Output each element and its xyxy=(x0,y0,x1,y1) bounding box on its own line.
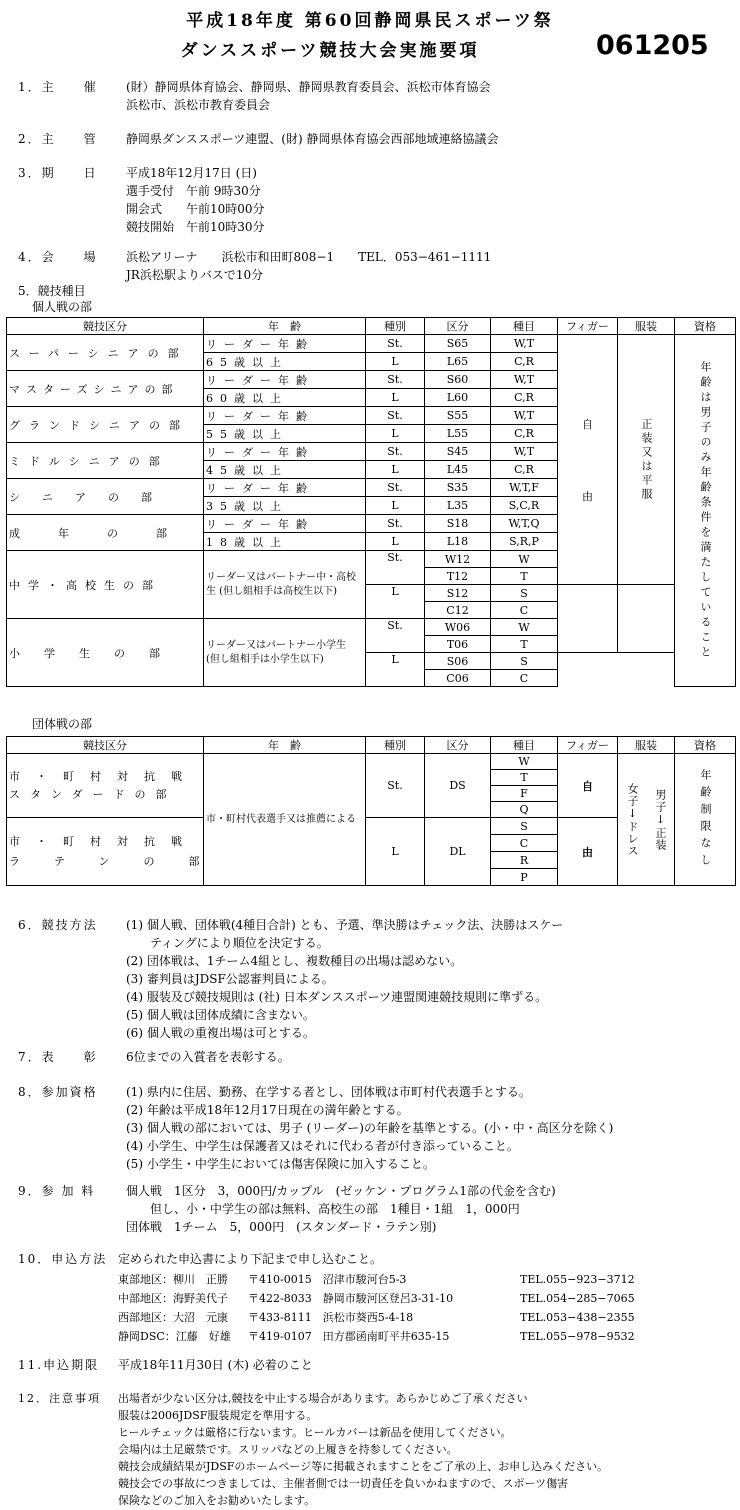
event-cell: C xyxy=(491,602,558,619)
document-number: 061205 xyxy=(596,30,709,61)
division-cell: T12 xyxy=(425,568,491,585)
section-line: (4) 服装及び競技規則は (社) 日本ダンススポーツ連盟関連競技規則に準ずる。 xyxy=(126,990,548,1004)
type-cell: St. xyxy=(366,619,425,653)
event-cell: S,R,P xyxy=(491,533,558,551)
event-cell: F xyxy=(491,786,558,802)
contact-address: 〒433-8111 浜松市葵西5-4-18 xyxy=(248,1311,414,1324)
event-cell: C,R xyxy=(491,461,558,479)
document-title: 平成18年度 第60回静岡県民スポーツ祭 xyxy=(186,11,554,31)
section-label: 9．参 加 料 xyxy=(18,1184,96,1198)
age-cell: 35歳以上 xyxy=(204,497,366,515)
category-cell xyxy=(7,754,204,818)
type-cell: L xyxy=(366,585,425,619)
table-header: 種別 xyxy=(366,737,425,754)
division-cell: S65 xyxy=(425,335,491,353)
table-header: 区分 xyxy=(425,737,491,754)
section-line: (6) 個人戦の重複出場は可とする。 xyxy=(126,1026,315,1040)
section-line: (4) 小学生、中学生は保護者又はそれに代わる者が付き添っていること。 xyxy=(126,1139,519,1153)
dress-female-text: 女子↓ドレス xyxy=(626,782,639,857)
section-label: 2．主 管 xyxy=(18,132,98,146)
section-line: 浜松市、浜松市教育委員会 xyxy=(126,98,271,112)
division-cell: DS xyxy=(425,754,491,818)
division-cell: C06 xyxy=(425,670,491,687)
type-cell: St. xyxy=(366,551,425,585)
section-line: 但し、小・中学生の部は無料、高校生の部 1種目・1組 1，000円 xyxy=(126,1202,520,1216)
section-label: 3．期 日 xyxy=(18,166,98,180)
age-cell: リーダー年齢 xyxy=(204,335,366,353)
figure-cell: 自 xyxy=(558,754,618,818)
contact-name: 静岡DSC：江藤 好雄 xyxy=(118,1330,231,1343)
dress-cell xyxy=(618,754,675,886)
age-cell: 65歳以上 xyxy=(204,353,366,371)
section-application xyxy=(18,1250,382,1268)
team-label: 団体戦の部 xyxy=(32,717,93,731)
section-label: 1．主 催 xyxy=(18,80,98,94)
section-line: 団体戦 1チーム 5，000円 (スタンダード・ラテン別) xyxy=(126,1220,437,1234)
section-line: 定められた申込書により下記まで申し込むこと。 xyxy=(118,1252,383,1266)
contact-list xyxy=(118,1270,635,1346)
section-line: 出場者が少ない区分は,競技を中止する場合があります。あらかじめご了承ください xyxy=(118,1392,528,1405)
event-cell: W,T,F xyxy=(491,479,558,497)
section-line: 平成18年12月17日 (日) xyxy=(126,166,257,180)
category-cell: マスターズシニアの部 xyxy=(7,371,204,407)
qualification-text: 年齢は男子のみ年齢条件を満たしていること xyxy=(699,360,712,661)
division-cell: W12 xyxy=(425,551,491,568)
section-line: ヒールチェックは厳格に行ないます。ヒールカバーは新品を使用してください。 xyxy=(118,1426,512,1439)
age-cell: 60歳以上 xyxy=(204,389,366,407)
section-line: 競技会での事故につきましては、主催者側では一切責任を負いかねますので、スポーツ傷害 xyxy=(118,1477,569,1490)
team-events-table xyxy=(6,736,736,886)
event-cell: W xyxy=(491,551,558,568)
contact-name: 西部地区：大沼 元康 xyxy=(118,1311,228,1324)
category-cell: シニアの部 xyxy=(7,479,204,515)
category-line: 市・町村対抗戦 xyxy=(9,834,198,848)
event-cell: P xyxy=(491,869,558,886)
section-label: 8．参加資格 xyxy=(18,1085,98,1099)
individual-events-table xyxy=(6,317,736,687)
section-eligibility xyxy=(18,1083,613,1173)
section-line: ティングにより順位を決定する。 xyxy=(126,936,329,950)
section-line: 6位までの入賞者を表彰する。 xyxy=(126,1050,290,1064)
type-cell: St. xyxy=(366,335,425,353)
figure-cell: 由 xyxy=(558,818,618,886)
section-line: (2) 年齢は平成18年12月17日現在の満年齢とする。 xyxy=(126,1103,409,1117)
table-header-row xyxy=(7,318,736,335)
section-line: 静岡県ダンススポーツ連盟、(財) 静岡県体育協会西部地域連絡協議会 xyxy=(126,132,499,146)
age-cell: 市・町村代表選手又は推薦による xyxy=(204,754,366,886)
section-awards xyxy=(18,1048,290,1066)
table-header: 資格 xyxy=(675,318,736,335)
contact-row xyxy=(118,1327,635,1346)
event-cell: W,T,Q xyxy=(491,515,558,533)
figure-cell xyxy=(558,335,618,585)
section-line: 保険などのご加入をお勧めいたします。 xyxy=(118,1494,316,1507)
division-cell: L35 xyxy=(425,497,491,515)
contact-address: 〒422-8033 静岡市駿河区登呂3-31-10 xyxy=(248,1292,454,1305)
division-cell: L65 xyxy=(425,353,491,371)
age-cell: 45歳以上 xyxy=(204,461,366,479)
type-cell: St. xyxy=(366,479,425,497)
figure-text-2: 由 xyxy=(582,489,593,503)
type-cell: L xyxy=(366,353,425,371)
category-line: 市・町村対抗戦 xyxy=(9,769,198,783)
division-cell: L18 xyxy=(425,533,491,551)
age-cell: リーダー年齢 xyxy=(204,371,366,389)
section-fee xyxy=(18,1182,556,1236)
type-cell: St. xyxy=(366,515,425,533)
table-header: 種目 xyxy=(491,737,558,754)
contact-row xyxy=(118,1289,635,1308)
section-line: (1) 個人戦、団体戦(4種目合計) とも、予選、準決勝はチェック法、決勝はスケー xyxy=(126,918,564,932)
section-line: (2) 団体戦は、1チーム4組とし、複数種目の出場は認めない。 xyxy=(126,954,463,968)
type-cell: St. xyxy=(366,407,425,425)
event-cell: S,C,R xyxy=(491,497,558,515)
age-cell: リーダー年齢 xyxy=(204,479,366,497)
section-label: 12．注意事項 xyxy=(18,1392,101,1405)
section-line: 服装は2006JDSF服装規定を準用する。 xyxy=(118,1409,318,1422)
table-header: 競技区分 xyxy=(7,737,204,754)
age-cell: リーダー年齢 xyxy=(204,407,366,425)
section-method xyxy=(18,916,563,1042)
table-header: 資格 xyxy=(675,737,736,754)
dress-male-text: 男子↓正装 xyxy=(654,788,667,851)
category-cell: 小学生の部 xyxy=(7,619,204,687)
type-cell: St. xyxy=(366,371,425,389)
event-cell: W,T xyxy=(491,371,558,389)
category-line: ラテンの部 xyxy=(9,854,234,868)
section-line: (3) 審判員はJDSF公認審判員による。 xyxy=(126,972,334,986)
section-notes xyxy=(18,1390,608,1509)
section-organizer xyxy=(18,78,491,114)
category-cell: 中学・高校生の部 xyxy=(7,551,204,619)
age-cell: リーダー年齢 xyxy=(204,443,366,461)
section-line: (3) 個人戦の部においては、男子 (リーダー)の年齢を基準とする。(小・中・高区分を除く) xyxy=(126,1121,614,1135)
table-header: 年 齢 xyxy=(204,737,366,754)
event-cell: C,R xyxy=(491,425,558,443)
division-cell: L60 xyxy=(425,389,491,407)
section-label: 10．申込方法 xyxy=(18,1252,108,1266)
qualification-cell xyxy=(675,335,736,687)
event-cell: C,R xyxy=(491,389,558,407)
event-cell: S xyxy=(491,585,558,602)
event-cell: T xyxy=(491,770,558,786)
age-cell: リーダー又はパートナー小学生 (但し組相手は小学生以下) xyxy=(204,619,366,687)
division-cell: L45 xyxy=(425,461,491,479)
event-cell: W,T xyxy=(491,407,558,425)
individual-label: 個人戦の部 xyxy=(32,300,93,314)
category-cell: ミドルシニアの部 xyxy=(7,443,204,479)
table-row xyxy=(7,335,736,353)
contact-row xyxy=(118,1308,635,1327)
contact-tel: TEL.054−285−7065 xyxy=(520,1292,635,1305)
division-cell: DL xyxy=(425,818,491,886)
table-header: 服装 xyxy=(618,737,675,754)
type-cell: St. xyxy=(366,443,425,461)
contact-address: 〒410-0015 沼津市駿河台5-3 xyxy=(248,1273,407,1286)
event-cell: C xyxy=(491,670,558,687)
division-cell: S45 xyxy=(425,443,491,461)
age-cell: リーダー又はパートナー中・高校生 (但し組相手は高校生以下) xyxy=(204,551,366,619)
section-label: 7．表 彰 xyxy=(18,1050,98,1064)
contact-tel: TEL.055−978−9532 xyxy=(520,1330,635,1343)
table-header: フィガー xyxy=(558,318,618,335)
category-cell: スーパーシニアの部 xyxy=(7,335,204,371)
event-cell: R xyxy=(491,852,558,869)
category-cell xyxy=(7,818,234,886)
section-line: 会場内は土足厳禁です。スリッパなどの上履きを持参してください。 xyxy=(118,1443,458,1456)
event-cell: S xyxy=(491,653,558,670)
section-management xyxy=(18,130,498,148)
type-cell: L xyxy=(366,389,425,407)
section-events-label: 5．競技種目 xyxy=(18,284,86,298)
age-cell: 18歳以上 xyxy=(204,533,366,551)
section-line: 競技会成績結果がJDSFのホームページ等に掲載されますことをご了承の上、お申し込みください。 xyxy=(118,1460,609,1473)
table-header: 種別 xyxy=(366,318,425,335)
empty-cell xyxy=(618,585,675,653)
section-line: 浜松アリーナ 浜松市和田町808−1 TEL．053−461−1111 xyxy=(126,250,492,264)
type-cell: L xyxy=(366,653,425,687)
type-cell: L xyxy=(366,461,425,479)
section-label: 6．競技方法 xyxy=(18,918,98,932)
section-line: 競技開始 午前10時30分 xyxy=(126,220,265,234)
event-cell: C xyxy=(491,835,558,852)
section-line: (1) 県内に住居、勤務、在学する者とし、団体戦は市町村代表選手とする。 xyxy=(126,1085,531,1099)
section-line: 選手受付 午前 9時30分 xyxy=(126,184,261,198)
division-cell: S55 xyxy=(425,407,491,425)
contact-address: 〒419-0107 田方郡函南町平井635-15 xyxy=(248,1330,450,1343)
type-cell: L xyxy=(366,533,425,551)
table-header: 競技区分 xyxy=(7,318,204,335)
event-cell: Q xyxy=(491,802,558,818)
contact-tel: TEL.055−923−3712 xyxy=(520,1273,635,1286)
dress-text: 正装又は平服 xyxy=(640,417,653,502)
type-cell: L xyxy=(366,497,425,515)
contact-tel: TEL.053−438−2355 xyxy=(520,1311,635,1324)
section-label: 4．会 場 xyxy=(18,250,98,264)
dress-cell xyxy=(618,335,675,585)
division-cell: L55 xyxy=(425,425,491,443)
qualification-cell xyxy=(675,754,736,886)
age-cell: 55歳以上 xyxy=(204,425,366,443)
event-cell: C,R xyxy=(491,353,558,371)
section-line: JR浜松駅よりバスで10分 xyxy=(126,268,264,282)
event-cell: S xyxy=(491,818,558,835)
event-cell: W,T xyxy=(491,443,558,461)
section-line: 平成18年11月30日 (木) 必着のこと xyxy=(118,1358,313,1372)
age-cell: リーダー年齢 xyxy=(204,515,366,533)
section-line: 個人戦 1区分 3，000円/カップル (ゼッケン・プログラム1部の代金を含む) xyxy=(126,1184,556,1198)
type-cell: St. xyxy=(366,754,425,818)
type-cell: L xyxy=(366,425,425,443)
division-cell: S35 xyxy=(425,479,491,497)
division-cell: T06 xyxy=(425,636,491,653)
contact-name: 中部地区：海野美代子 xyxy=(118,1292,228,1305)
table-header: 種目 xyxy=(491,318,558,335)
empty-cell xyxy=(558,585,618,653)
section-line: (5) 小学生・中学生においては傷害保険に加入すること。 xyxy=(126,1157,435,1171)
table-header-row xyxy=(7,737,736,754)
figure-text-1: 自 xyxy=(582,417,593,431)
table-header: 区分 xyxy=(425,318,491,335)
event-cell: T xyxy=(491,636,558,653)
contact-name: 東部地区：柳川 正勝 xyxy=(118,1273,228,1286)
section-line: (5) 個人戦は団体成績に含まない。 xyxy=(126,1008,315,1022)
event-cell: T xyxy=(491,568,558,585)
event-cell: W,T xyxy=(491,335,558,353)
qualification-text: 年齢制限なし xyxy=(699,768,712,871)
division-cell: S12 xyxy=(425,585,491,602)
table-header: 年 齢 xyxy=(204,318,366,335)
division-cell: C12 xyxy=(425,602,491,619)
category-cell: 成年の部 xyxy=(7,515,204,551)
category-line: スタンダードの部 xyxy=(9,787,177,801)
section-deadline xyxy=(18,1356,313,1374)
table-row xyxy=(7,754,736,770)
division-cell: W06 xyxy=(425,619,491,636)
table-header: 服装 xyxy=(618,318,675,335)
section-venue xyxy=(18,248,491,284)
type-cell: L xyxy=(366,818,425,886)
category-cell: グランドシニアの部 xyxy=(7,407,204,443)
section-line: (財）静岡県体育協会、静岡県、静岡県教育委員会、浜松市体育協会 xyxy=(126,80,491,94)
table-header: フィガー xyxy=(558,737,618,754)
event-cell: W xyxy=(491,619,558,636)
section-date xyxy=(18,164,265,236)
event-cell: W xyxy=(491,754,558,770)
division-cell: S18 xyxy=(425,515,491,533)
contact-row xyxy=(118,1270,635,1289)
document-subtitle: ダンススポーツ競技大会実施要項 xyxy=(180,41,480,61)
section-label: 11.申込期限 xyxy=(18,1358,100,1372)
division-cell: S60 xyxy=(425,371,491,389)
division-cell: S06 xyxy=(425,653,491,670)
section-line: 開会式 午前10時00分 xyxy=(126,202,265,216)
